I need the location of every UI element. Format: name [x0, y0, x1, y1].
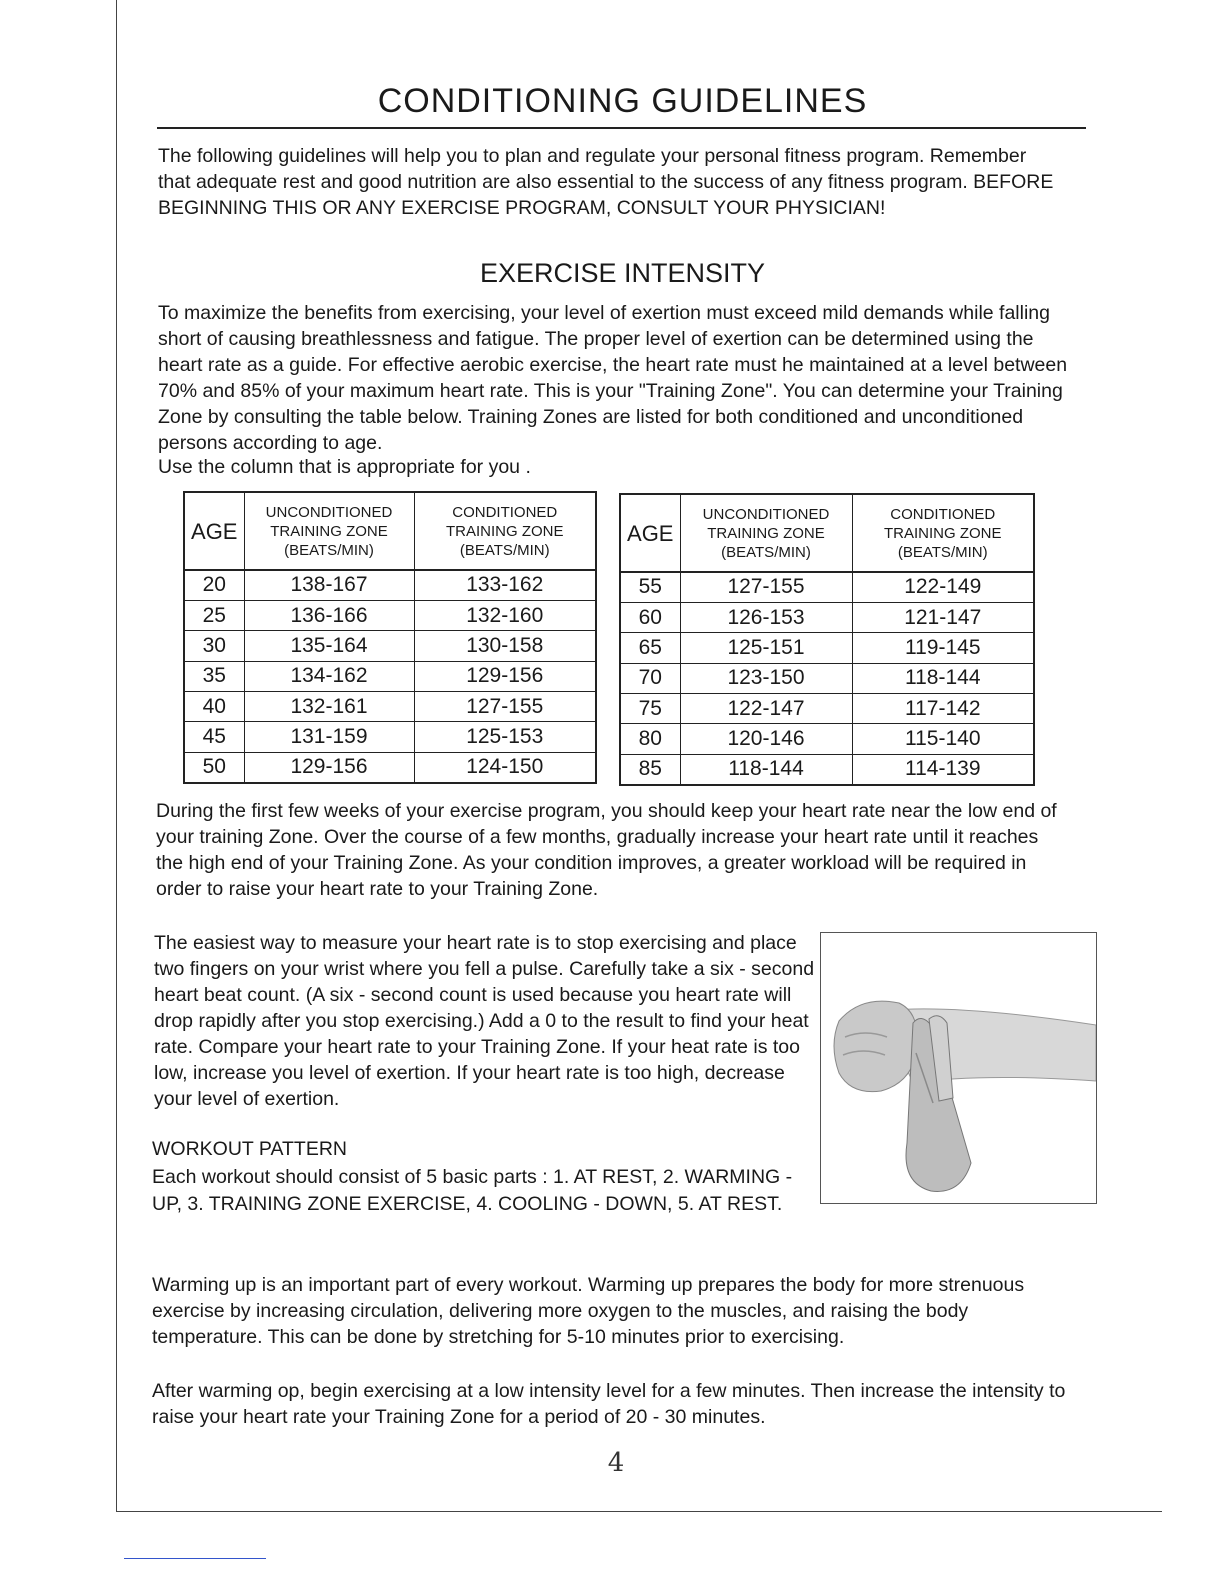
age-header: AGE	[620, 494, 680, 572]
unconditioned-header: UNCONDITIONED TRAINING ZONE (BEATS/MIN)	[244, 492, 414, 570]
workout-pattern-body: Each workout should consist of 5 basic parts : 1. AT REST, 2. WARMING - UP, 3. TRAINING ZONE EXERCISE, 4. COOLING - DOWN, 5. AT REST.	[152, 1166, 793, 1215]
heart-rate-table-right	[619, 493, 1035, 786]
heart-rate-table-left	[183, 491, 597, 784]
table-row: 30 135-164 130-158	[184, 631, 596, 661]
table-instruction: Use the column that is appropriate for you .	[158, 456, 531, 478]
warming-up-paragraph: Warming up is an important part of every workout. Warming up prepares the body for more strenuous exercise by increasing circulation, delivering more oxygen to the muscles, and raising the body temperature. This can be done by stretching for 5-10 minutes prior to exercising.	[152, 1274, 1025, 1348]
page-border-left	[116, 0, 117, 1512]
intro-paragraph: The following guidelines will help you to plan and regulate your personal fitness program. Remember that adequate rest and good nutrition are also essential to the success of any fitness program. BEFORE BEGINNING THIS OR ANY EXERCISE PROGRAM, CONSULT YOUR PHYSICIAN!	[158, 145, 1054, 219]
table-row: 80 120-146 115-140	[620, 724, 1034, 754]
footer-line	[124, 1558, 266, 1559]
table-row: 75 122-147 117-142	[620, 694, 1034, 724]
conditioned-header: CONDITIONED TRAINING ZONE (BEATS/MIN)	[852, 494, 1034, 572]
workout-pattern-heading: WORKOUT PATTERN	[152, 1138, 347, 1160]
unconditioned-header: UNCONDITIONED TRAINING ZONE (BEATS/MIN)	[680, 494, 852, 572]
table-row: 50 129-156 124-150	[184, 752, 596, 782]
table-row: 70 123-150 118-144	[620, 663, 1034, 693]
exercise-intensity-heading: EXERCISE INTENSITY	[479, 258, 766, 288]
table-row: 55 127-155 122-149	[620, 572, 1034, 602]
conditioned-header: CONDITIONED TRAINING ZONE (BEATS/MIN)	[414, 492, 596, 570]
page-number: 4	[607, 1448, 625, 1478]
table-row: 20 138-167 133-162	[184, 570, 596, 600]
table-row: 25 136-166 132-160	[184, 600, 596, 630]
title-divider	[157, 127, 1086, 129]
page-title: CONDITIONING GUIDELINES	[377, 82, 868, 120]
table-row: 65 125-151 119-145	[620, 633, 1034, 663]
measure-heart-rate-paragraph: The easiest way to measure your heart rate is to stop exercising and place two fingers on your wrist where you fell a pulse. Carefully take a six - second heart beat count. (A six - second count is used because you heart rate will drop rapidly after you stop exercising.) Add a 0 to the result to find your heat rate. Compare your heart rate to your Training Zone. If your heat rate is too low, increase you level of exertion. If your heart rate is too high, decrease your level of exertion.	[154, 932, 815, 1110]
progression-paragraph: During the first few weeks of your exercise program, you should keep your heart rate near the low end of your training Zone. Over the course of a few months, gradually increase your heart rate until it reaches the high end of your Training Zone. As your condition improves, a greater workload will be required in order to raise your heart rate to your Training Zone.	[156, 800, 1057, 900]
hand-pulse-icon	[821, 933, 1096, 1203]
table-row: 35 134-162 129-156	[184, 661, 596, 691]
table-row: 40 132-161 127-155	[184, 692, 596, 722]
table-row: 45 131-159 125-153	[184, 722, 596, 752]
table-row: 85 118-144 114-139	[620, 754, 1034, 784]
after-warming-paragraph: After warming op, begin exercising at a low intensity level for a few minutes. Then increase the intensity to raise your heart rate your Training Zone for a period of 20 - 30 minutes.	[152, 1380, 1066, 1428]
age-header: AGE	[184, 492, 244, 570]
table-row: 60 126-153 121-147	[620, 602, 1034, 632]
exercise-intensity-paragraph: To maximize the benefits from exercising, your level of exertion must exceed mild demands while falling short of causing breathlessness and fatigue. The proper level of exertion can be determined using the heart rate as a guide. For effective aerobic exercise, the heart rate must he maintained at a level between 70% and 85% of your maximum heart rate. This is your "Training Zone". You can determine your Training Zone by consulting the table below. Training Zones are listed for both conditioned and unconditioned persons according to age.	[158, 302, 1068, 454]
wrist-pulse-photo	[820, 932, 1097, 1204]
page-border-bottom	[116, 1511, 1162, 1512]
